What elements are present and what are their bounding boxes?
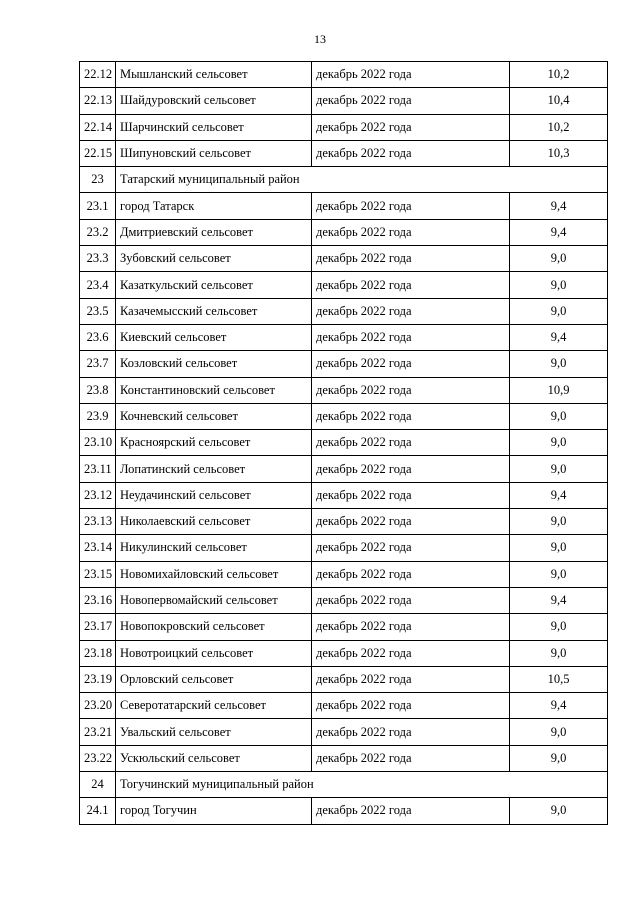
period-cell: декабрь 2022 года	[312, 693, 510, 719]
period-cell: декабрь 2022 года	[312, 140, 510, 166]
period-cell: декабрь 2022 года	[312, 324, 510, 350]
table-row	[80, 693, 608, 719]
row-number: 23.5	[80, 298, 116, 324]
settlement-name: Казаткульский сельсовет	[116, 272, 312, 298]
value-cell: 10,5	[510, 666, 608, 692]
period-cell: декабрь 2022 года	[312, 482, 510, 508]
table-row	[80, 509, 608, 535]
period-cell: декабрь 2022 года	[312, 219, 510, 245]
value-cell: 9,0	[510, 246, 608, 272]
row-number: 24.1	[80, 798, 116, 824]
period-cell: декабрь 2022 года	[312, 666, 510, 692]
value-cell: 10,3	[510, 140, 608, 166]
row-number: 23	[80, 167, 116, 193]
row-number: 23.14	[80, 535, 116, 561]
row-number: 23.8	[80, 377, 116, 403]
table-row	[80, 272, 608, 298]
period-cell: декабрь 2022 года	[312, 614, 510, 640]
value-cell: 9,0	[510, 798, 608, 824]
district-name: Тогучинский муниципальный район	[116, 772, 608, 798]
value-cell: 10,2	[510, 62, 608, 88]
settlement-name: Новопервомайский сельсовет	[116, 587, 312, 613]
row-number: 23.15	[80, 561, 116, 587]
table-row	[80, 798, 608, 824]
table-row	[80, 377, 608, 403]
period-cell: декабрь 2022 года	[312, 587, 510, 613]
period-cell: декабрь 2022 года	[312, 246, 510, 272]
period-cell: декабрь 2022 года	[312, 456, 510, 482]
data-table	[79, 61, 608, 825]
value-cell: 10,2	[510, 114, 608, 140]
value-cell: 9,4	[510, 693, 608, 719]
period-cell: декабрь 2022 года	[312, 719, 510, 745]
table-row	[80, 719, 608, 745]
value-cell: 10,4	[510, 88, 608, 114]
table-row	[80, 482, 608, 508]
period-cell: декабрь 2022 года	[312, 193, 510, 219]
table-row	[80, 430, 608, 456]
table-row	[80, 403, 608, 429]
value-cell: 9,0	[510, 430, 608, 456]
district-name: Татарский муниципальный район	[116, 167, 608, 193]
value-cell: 9,4	[510, 587, 608, 613]
table-row	[80, 193, 608, 219]
value-cell: 9,4	[510, 219, 608, 245]
table-row	[80, 456, 608, 482]
row-number: 23.20	[80, 693, 116, 719]
value-cell: 9,0	[510, 719, 608, 745]
value-cell: 9,0	[510, 456, 608, 482]
table-body	[80, 62, 608, 825]
settlement-name: Лопатинский сельсовет	[116, 456, 312, 482]
value-cell: 9,0	[510, 640, 608, 666]
period-cell: декабрь 2022 года	[312, 561, 510, 587]
row-number: 22.12	[80, 62, 116, 88]
settlement-name: Дмитриевский сельсовет	[116, 219, 312, 245]
table-row	[80, 114, 608, 140]
value-cell: 9,0	[510, 561, 608, 587]
settlement-name: Казачемысский сельсовет	[116, 298, 312, 324]
row-number: 23.18	[80, 640, 116, 666]
table-row	[80, 219, 608, 245]
table-row	[80, 614, 608, 640]
table-row	[80, 640, 608, 666]
settlement-name: Новотроицкий сельсовет	[116, 640, 312, 666]
page-number: 13	[314, 32, 326, 46]
row-number: 24	[80, 772, 116, 798]
settlement-name: Киевский сельсовет	[116, 324, 312, 350]
settlement-name: Неудачинский сельсовет	[116, 482, 312, 508]
row-number: 22.13	[80, 88, 116, 114]
value-cell: 9,0	[510, 351, 608, 377]
settlement-name: город Татарск	[116, 193, 312, 219]
settlement-name: Шайдуровский сельсовет	[116, 88, 312, 114]
value-cell: 9,4	[510, 324, 608, 350]
table-row	[80, 246, 608, 272]
section-row	[80, 772, 608, 798]
value-cell: 9,0	[510, 403, 608, 429]
period-cell: декабрь 2022 года	[312, 351, 510, 377]
row-number: 23.1	[80, 193, 116, 219]
table-row	[80, 745, 608, 771]
settlement-name: Константиновский сельсовет	[116, 377, 312, 403]
table-row	[80, 561, 608, 587]
settlement-name: Орловский сельсовет	[116, 666, 312, 692]
row-number: 22.14	[80, 114, 116, 140]
row-number: 23.12	[80, 482, 116, 508]
period-cell: декабрь 2022 года	[312, 272, 510, 298]
table-row	[80, 587, 608, 613]
section-row	[80, 167, 608, 193]
value-cell: 9,0	[510, 272, 608, 298]
settlement-name: Козловский сельсовет	[116, 351, 312, 377]
period-cell: декабрь 2022 года	[312, 403, 510, 429]
table-row	[80, 88, 608, 114]
period-cell: декабрь 2022 года	[312, 430, 510, 456]
table-row	[80, 351, 608, 377]
row-number: 23.19	[80, 666, 116, 692]
period-cell: декабрь 2022 года	[312, 88, 510, 114]
row-number: 22.15	[80, 140, 116, 166]
period-cell: декабрь 2022 года	[312, 377, 510, 403]
value-cell: 9,0	[510, 745, 608, 771]
settlement-name: Зубовский сельсовет	[116, 246, 312, 272]
row-number: 23.7	[80, 351, 116, 377]
value-cell: 9,4	[510, 482, 608, 508]
settlement-name: город Тогучин	[116, 798, 312, 824]
row-number: 23.4	[80, 272, 116, 298]
settlement-name: Кочневский сельсовет	[116, 403, 312, 429]
row-number: 23.6	[80, 324, 116, 350]
row-number: 23.21	[80, 719, 116, 745]
period-cell: декабрь 2022 года	[312, 509, 510, 535]
table-row	[80, 535, 608, 561]
row-number: 23.17	[80, 614, 116, 640]
row-number: 23.13	[80, 509, 116, 535]
period-cell: декабрь 2022 года	[312, 62, 510, 88]
settlement-name: Новопокровский сельсовет	[116, 614, 312, 640]
value-cell: 9,0	[510, 535, 608, 561]
table-row	[80, 324, 608, 350]
settlement-name: Никулинский сельсовет	[116, 535, 312, 561]
period-cell: декабрь 2022 года	[312, 640, 510, 666]
row-number: 23.16	[80, 587, 116, 613]
row-number: 23.11	[80, 456, 116, 482]
table-row	[80, 140, 608, 166]
table-row	[80, 666, 608, 692]
row-number: 23.9	[80, 403, 116, 429]
settlement-name: Шипуновский сельсовет	[116, 140, 312, 166]
value-cell: 9,0	[510, 509, 608, 535]
settlement-name: Шарчинский сельсовет	[116, 114, 312, 140]
row-number: 23.10	[80, 430, 116, 456]
period-cell: декабрь 2022 года	[312, 745, 510, 771]
value-cell: 9,0	[510, 614, 608, 640]
settlement-name: Ускюльский сельсовет	[116, 745, 312, 771]
settlement-name: Увальский сельсовет	[116, 719, 312, 745]
row-number: 23.3	[80, 246, 116, 272]
value-cell: 9,0	[510, 298, 608, 324]
row-number: 23.22	[80, 745, 116, 771]
period-cell: декабрь 2022 года	[312, 114, 510, 140]
period-cell: декабрь 2022 года	[312, 535, 510, 561]
table-row	[80, 62, 608, 88]
period-cell: декабрь 2022 года	[312, 298, 510, 324]
settlement-name: Новомихайловский сельсовет	[116, 561, 312, 587]
settlement-name: Николаевский сельсовет	[116, 509, 312, 535]
table-row	[80, 298, 608, 324]
settlement-name: Мышланский сельсовет	[116, 62, 312, 88]
value-cell: 10,9	[510, 377, 608, 403]
value-cell: 9,4	[510, 193, 608, 219]
row-number: 23.2	[80, 219, 116, 245]
period-cell: декабрь 2022 года	[312, 798, 510, 824]
settlement-name: Северотатарский сельсовет	[116, 693, 312, 719]
settlement-name: Красноярский сельсовет	[116, 430, 312, 456]
